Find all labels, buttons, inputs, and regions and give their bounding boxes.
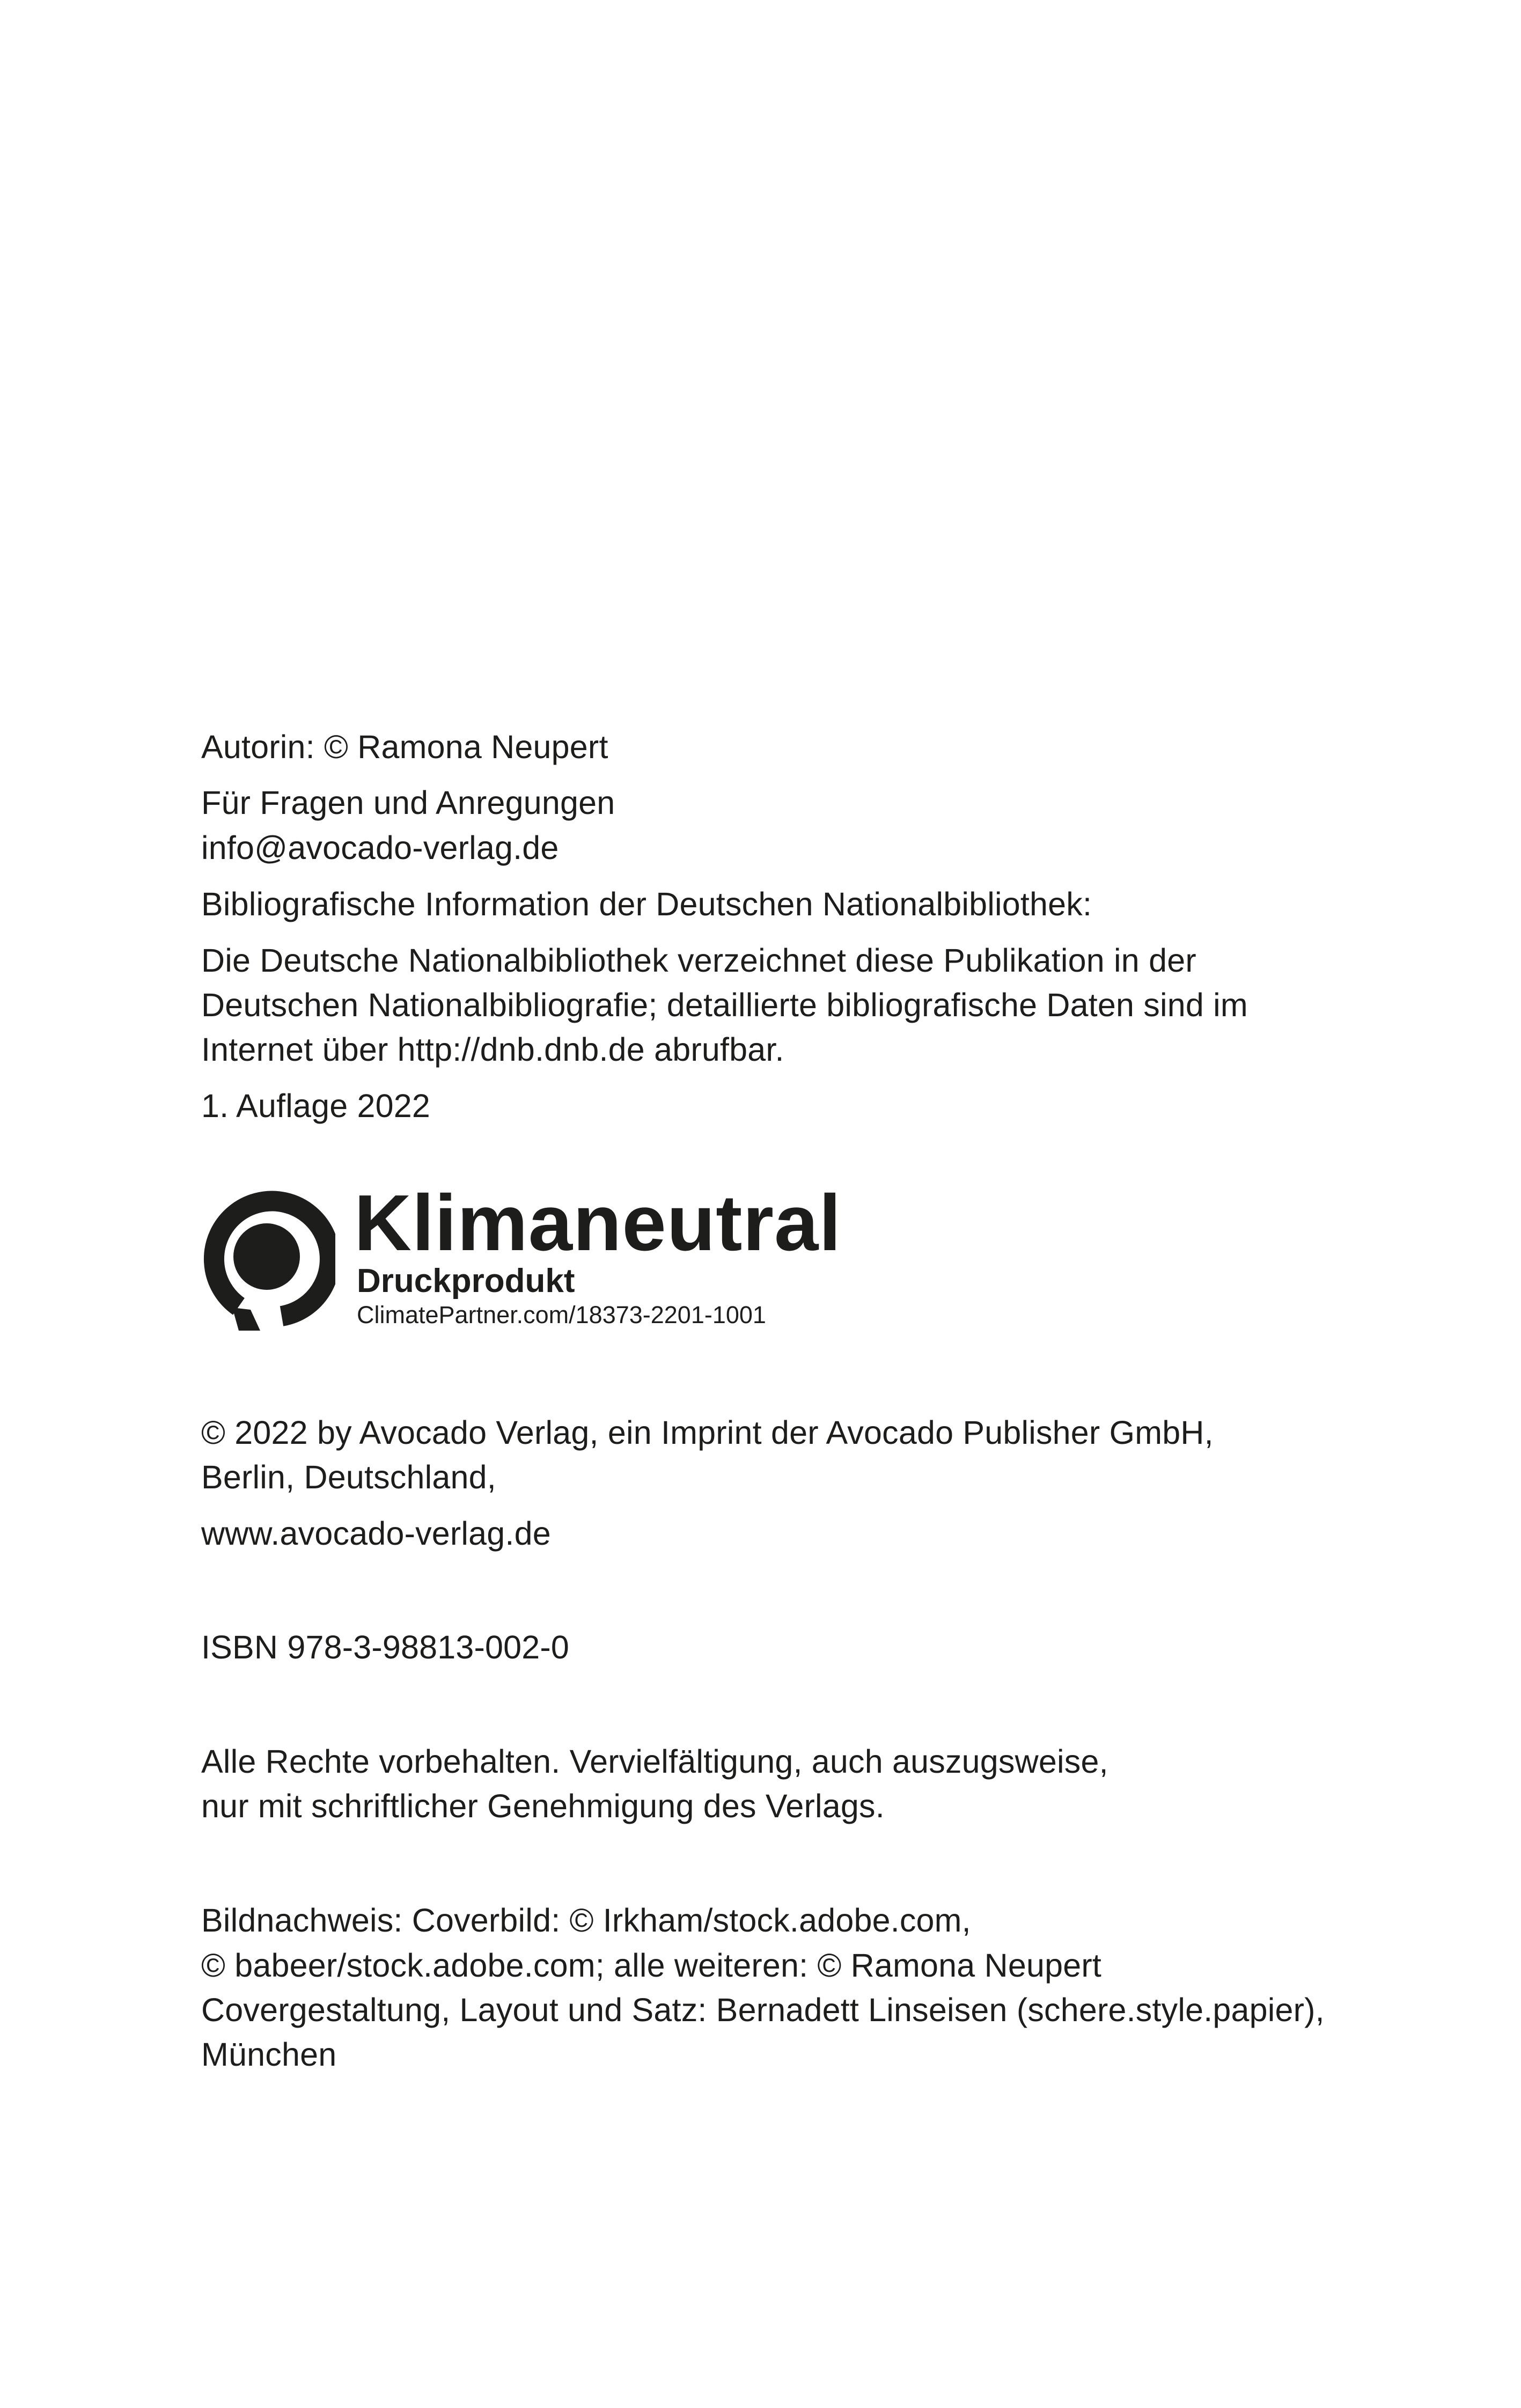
edition: 1. Auflage 2022 xyxy=(201,1088,430,1124)
logo-subtitle: Druckprodukt xyxy=(357,1262,575,1300)
rights-line-2: nur mit schriftlicher Genehmigung des Verlags. xyxy=(201,1788,885,1824)
climatepartner-logo-icon xyxy=(201,1183,335,1333)
author-credit: Autorin: © Ramona Neupert xyxy=(201,729,608,765)
bibliography-heading: Bibliografische Information der Deutschen Nationalbibliothek: xyxy=(201,886,1092,922)
contact-email: info@avocado-verlag.de xyxy=(201,829,559,866)
copyright-line-2: Berlin, Deutschland, xyxy=(201,1459,496,1495)
credits-line-4: München xyxy=(201,2036,337,2073)
credits-line-3: Covergestaltung, Layout und Satz: Bernadett Linseisen (schere.style.papier), xyxy=(201,1992,1325,2028)
bibliography-text-line-1: Die Deutsche Nationalbibliothek verzeichnet diese Publikation in der xyxy=(201,942,1196,979)
isbn: ISBN 978-3-98813-002-0 xyxy=(201,1629,570,1665)
bibliography-text-line-3: Internet über http://dnb.dnb.de abrufbar. xyxy=(201,1031,784,1068)
bibliography-text-line-2: Deutschen Nationalbibliografie; detaillierte bibliografische Daten sind im xyxy=(201,987,1248,1023)
credits-line-2: © babeer/stock.adobe.com; alle weiteren: © Ramona Neupert xyxy=(201,1947,1101,1984)
rights-line-1: Alle Rechte vorbehalten. Vervielfältigung, auch auszugsweise, xyxy=(201,1743,1108,1780)
credits-line-1: Bildnachweis: Coverbild: © Irkham/stock.adobe.com, xyxy=(201,1902,971,1939)
logo-title: Klimaneutral xyxy=(354,1179,842,1267)
contact-heading: Für Fragen und Anregungen xyxy=(201,784,615,821)
climate-neutral-logo xyxy=(201,1179,952,1339)
website: www.avocado-verlag.de xyxy=(201,1515,551,1552)
copyright-line-1: © 2022 by Avocado Verlag, ein Imprint der Avocado Publisher GmbH, xyxy=(201,1414,1214,1451)
logo-url: ClimatePartner.com/18373-2201-1001 xyxy=(357,1301,766,1328)
